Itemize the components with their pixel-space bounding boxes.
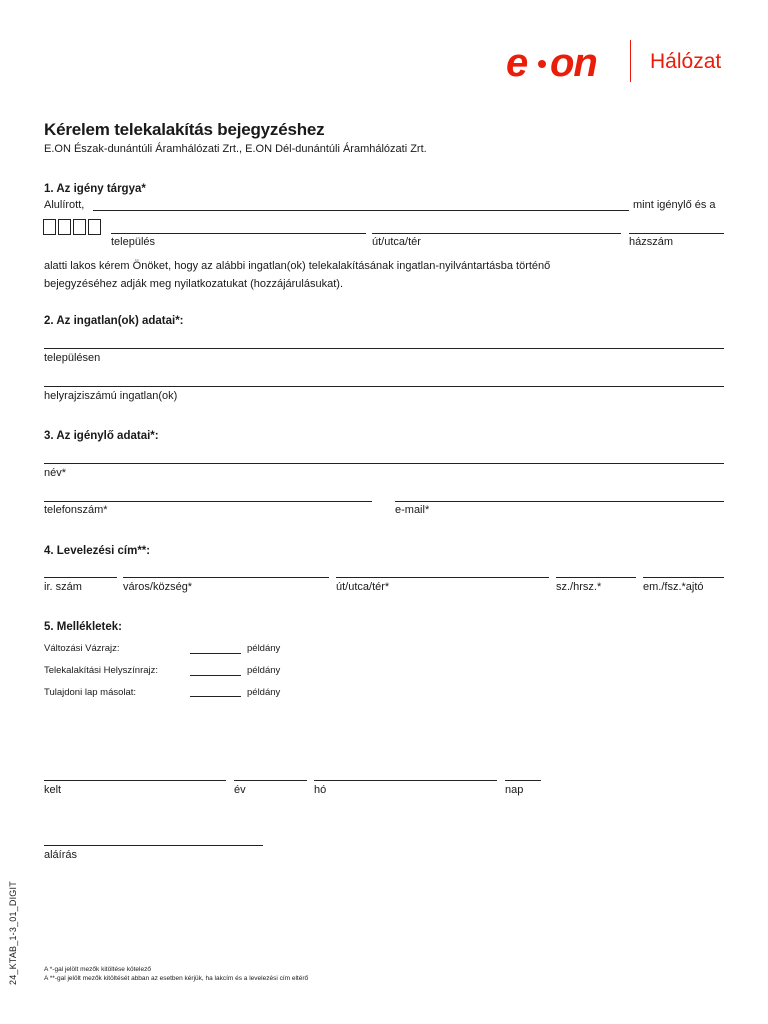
- section5-heading: 5. Mellékletek:: [44, 621, 122, 633]
- attachment-unit: példány: [247, 643, 281, 654]
- email-field[interactable]: [395, 501, 724, 502]
- label-postal-street: út/utca/tér*: [336, 581, 390, 593]
- request-paragraph: [44, 258, 684, 293]
- signature-field[interactable]: [44, 845, 263, 846]
- svg-text:on: on: [550, 41, 597, 85]
- page-title: Kérelem telekalakítás bejegyzéshez: [44, 120, 325, 139]
- parcel-number-field[interactable]: [44, 386, 724, 387]
- property-settlement-field[interactable]: [44, 348, 724, 349]
- postal-street-field[interactable]: [336, 577, 549, 578]
- section2-heading: 2. Az ingatlan(ok) adatai*:: [44, 315, 184, 327]
- label-email: e-mail*: [395, 504, 430, 516]
- label-place: kelt: [44, 784, 62, 796]
- label-day: nap: [505, 784, 524, 796]
- applicant-settlement-field[interactable]: [111, 233, 366, 234]
- postal-zip-field[interactable]: [44, 577, 117, 578]
- name-field[interactable]: [44, 463, 724, 464]
- label-name: név*: [44, 467, 67, 479]
- attachment-count-field[interactable]: [190, 675, 241, 676]
- label-street: út/utca/tér: [372, 236, 421, 248]
- postal-floor-field[interactable]: [643, 577, 724, 578]
- footnote-required: A *-gal jelölt mezők kitöltése kötelező: [44, 966, 151, 973]
- applicant-house-field[interactable]: [629, 233, 724, 234]
- label-parcel-number: helyrajziszámú ingatlan(ok): [44, 390, 178, 402]
- postal-number-field[interactable]: [556, 577, 636, 578]
- page-subtitle: E.ON Észak-dunántúli Áramhálózati Zrt., E.ON Dél-dunántúli Áramhálózati Zrt.: [44, 143, 427, 155]
- eon-logo-mark: [506, 40, 626, 86]
- attachment-unit: példány: [247, 687, 281, 698]
- attachment-label: Telekalakítási Helyszínrajz:: [44, 665, 159, 676]
- label-month: hó: [314, 784, 327, 796]
- zip-digit-boxes[interactable]: [43, 219, 101, 235]
- section3-heading: 3. Az igénylő adatai*:: [44, 430, 159, 442]
- label-city: város/község*: [123, 581, 193, 593]
- section1-prefix: Alulírott,: [44, 199, 85, 211]
- label-property-settlement: településen: [44, 352, 101, 364]
- attachment-count-field[interactable]: [190, 653, 241, 654]
- applicant-name-field[interactable]: [93, 210, 629, 211]
- svg-text:e: e: [506, 41, 528, 85]
- attachment-count-field[interactable]: [190, 696, 241, 697]
- section1-heading: 1. Az igény tárgya*: [44, 183, 146, 195]
- brand-division: Hálózat: [650, 50, 722, 73]
- label-floor: em./fsz.*ajtó: [643, 581, 704, 593]
- place-field[interactable]: [44, 780, 226, 781]
- month-field[interactable]: [314, 780, 497, 781]
- zip-digit-box[interactable]: [43, 219, 56, 235]
- applicant-street-field[interactable]: [372, 233, 621, 234]
- paragraph-line: bejegyzéséhez adják meg nyilatkozatukat (hozzájárulásukat).: [44, 277, 343, 290]
- zip-digit-box[interactable]: [73, 219, 86, 235]
- postal-city-field[interactable]: [123, 577, 329, 578]
- footnote-optional: A **-gal jelölt mezők kitöltését abban az esetben kérjük, ha lakcím és a levelezési cím eltérő: [44, 975, 309, 982]
- label-signature: aláírás: [44, 849, 78, 861]
- section4-heading: 4. Levelezési cím**:: [44, 545, 151, 557]
- logo-divider: [630, 40, 631, 82]
- label-house-number: házszám: [629, 236, 674, 248]
- label-phone: telefonszám*: [44, 504, 108, 516]
- day-field[interactable]: [505, 780, 541, 781]
- year-field[interactable]: [234, 780, 307, 781]
- attachment-label: Tulajdoni lap másolat:: [44, 687, 137, 698]
- paragraph-line: alatti lakos kérem Önöket, hogy az alábbi ingatlan(ok) telekalakításának ingatlan-nyilvántartásba történő: [44, 260, 551, 272]
- label-settlement: település: [111, 236, 156, 248]
- zip-digit-box[interactable]: [58, 219, 71, 235]
- section1-suffix: mint igénylő és a: [633, 199, 716, 211]
- attachment-unit: példány: [247, 665, 281, 676]
- label-number: sz./hrsz.*: [556, 581, 602, 593]
- phone-field[interactable]: [44, 501, 372, 502]
- document-code: 24_KTAB_1-3_01_DIGIT: [8, 881, 18, 985]
- label-year: év: [234, 784, 246, 796]
- zip-digit-box[interactable]: [88, 219, 101, 235]
- attachment-label: Változási Vázrajz:: [44, 643, 120, 654]
- label-zip: ir. szám: [44, 581, 82, 593]
